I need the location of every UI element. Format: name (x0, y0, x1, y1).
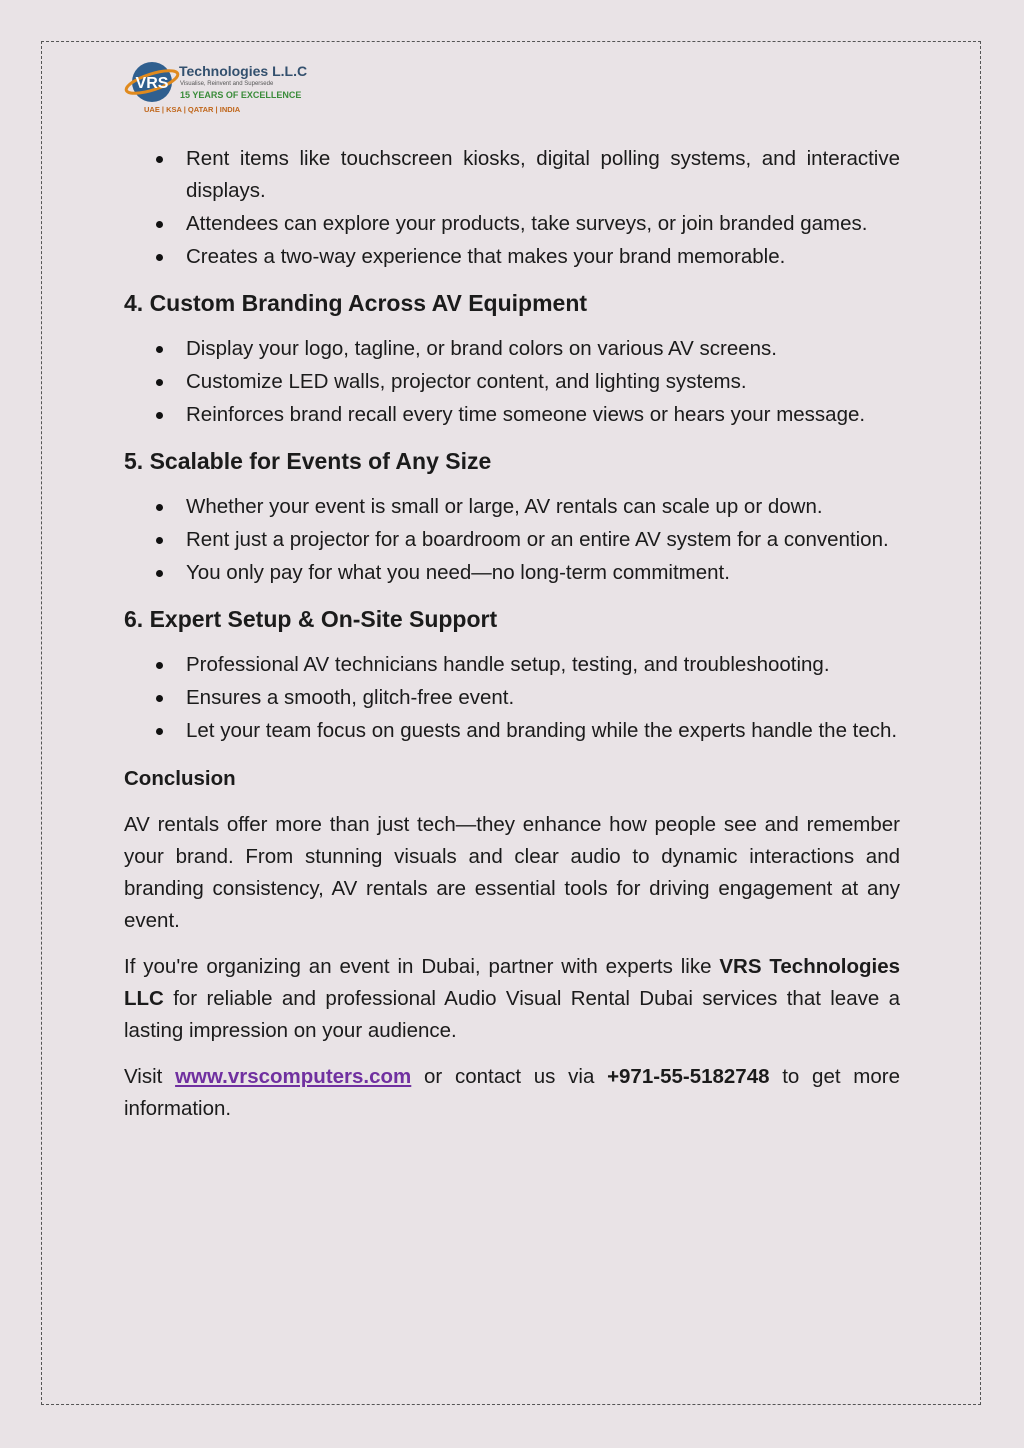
conclusion-paragraph: AV rentals offer more than just tech—they enhance how people see and remember your brand. From stunning visuals and clear audio to dynamic interactions and branding consistency, AV rentals are essential tools for driving engagement at any event. (124, 813, 900, 932)
logo-regions: UAE | KSA | QATAR | INDIA (144, 105, 241, 114)
document-body (124, 143, 900, 1139)
closing-text: to get more information. (124, 1065, 900, 1120)
list-item: Creates a two-way experience that makes your brand memorable. (124, 241, 900, 273)
list-item: Attendees can explore your products, take surveys, or join branded games. (124, 208, 900, 240)
logo-brand-name: Technologies L.L.C (179, 63, 308, 79)
list-item: Rent just a projector for a boardroom or an entire AV system for a convention. (124, 524, 900, 556)
phone-number: +971-55-5182748 (607, 1065, 770, 1088)
list-item: Reinforces brand recall every time someone views or hears your message. (124, 399, 900, 431)
vrs-globe-icon (124, 60, 180, 104)
partner-paragraph (124, 951, 900, 1047)
company-logo (124, 60, 324, 120)
logo-years: 15 YEARS OF EXCELLENCE (180, 90, 302, 100)
partner-text: If you're organizing an event in Dubai, partner with experts like (124, 955, 720, 978)
list-item: Let your team focus on guests and branding while the experts handle the tech. (124, 715, 900, 747)
logo-tagline: Visualise, Reinvent and Supersede (180, 81, 274, 87)
section-heading: 4. Custom Branding Across AV Equipment (124, 290, 588, 316)
contact-text: or contact us via (411, 1065, 608, 1088)
list-item: Ensures a smooth, glitch-free event. (124, 682, 900, 714)
section-list (124, 649, 900, 747)
list-item: Display your logo, tagline, or brand colors on various AV screens. (124, 333, 900, 365)
list-item: Rent items like touchscreen kiosks, digital polling systems, and interactive displays. (124, 143, 900, 207)
section-heading: 6. Expert Setup & On-Site Support (124, 606, 498, 632)
partner-text-end: for reliable and professional Audio Visual Rental Dubai services that leave a lasting impression on your audience. (124, 987, 900, 1042)
list-item: Customize LED walls, projector content, and lighting systems. (124, 366, 900, 398)
conclusion-heading: Conclusion (124, 767, 236, 790)
list-item: You only pay for what you need—no long-term commitment. (124, 557, 900, 589)
website-link[interactable]: www.vrscomputers.com (175, 1065, 412, 1088)
intro-list (124, 143, 900, 273)
logo-initials: VRS (135, 75, 169, 92)
list-item: Whether your event is small or large, AV rentals can scale up or down. (124, 491, 900, 523)
section-heading: 5. Scalable for Events of Any Size (124, 448, 492, 474)
visit-text: Visit (124, 1065, 176, 1088)
contact-paragraph (124, 1061, 900, 1125)
section-list (124, 491, 900, 589)
section-list (124, 333, 900, 431)
company-name: VRS Technologies LLC (124, 955, 900, 1010)
list-item: Professional AV technicians handle setup, testing, and troubleshooting. (124, 649, 900, 681)
